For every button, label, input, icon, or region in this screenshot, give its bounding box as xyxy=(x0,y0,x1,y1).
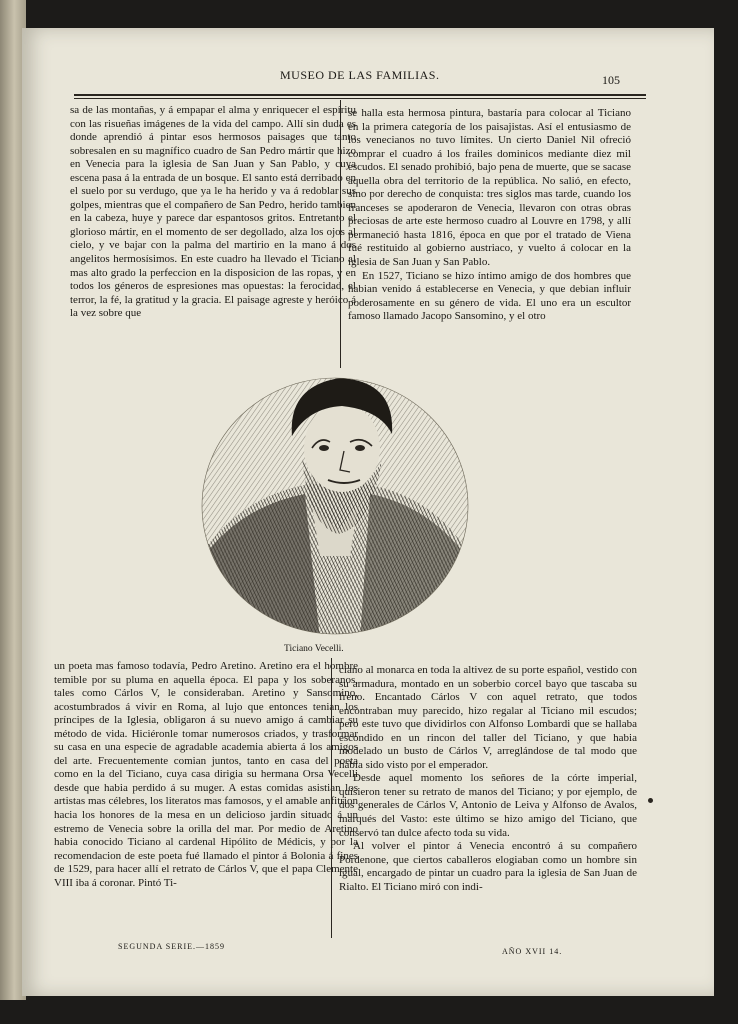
paragraph: se halla esta hermosa pintura, bastaría para colocar al Ticiano en la primera categoría de los paisajistas. Así el entusiasmo de los venecianos no tuvo límites. Un cierto Daniel Nil ofreció comprar el cuadro á los frailes dominicos mediante diez mil escudos. El senado prohibió, bajo pena de muerte, que se sacase aquella obra del territorio de la república. No salió, en efecto, sino por derecho de conquista: tres siglos mas tarde, cuando los franceses se apoderaron de Venecia, llevaron con otras obras preciosas de arte este hermoso cuadro al Louvre en 1798, y allí permaneció hasta 1816, época en que por el tratado de Viena fué restituido al gobierno austriaco, y vuelto á colocar en la iglesia de San Juan y San Pablo. xyxy=(348,107,631,269)
portrait-caption: Ticiano Vecelli. xyxy=(284,644,344,654)
top-left-column xyxy=(70,104,356,321)
header-rule-thin xyxy=(74,98,646,99)
running-header: MUSEO DE LAS FAMILIAS. xyxy=(280,68,440,82)
paragraph: un poeta mas famoso todavía, Pedro Aretino. Aretino era el hombre temible por su pluma en aquella época. El papa y los soberanos, tales como Cárlos V, le consideraban. Aretino y Sansomino, acostumbrados á vivir en Roma, al lujo que entonces tenian los príncipes de la Iglesia, obligaron á su nuevo amigo á cambiar su método de vida. Hiciéronle tomar numerosos criados, y trasformar su casa en una especie de agradable academia abierta á los amigos del arte. Frecuentemente comian juntos, tanto en casa del poeta como en la del Ticiano, cuya casa dirigia su hermana Orsa Vecelli desde que habia perdido á su muger. A estas comidas asistian los artistas mas célebres, los literatos mas famosos, y el amable anfitrion hacia los honores de la mesa en un delicioso jardin situado á un estremo de Venecia sobre la orilla del mar. Por medio de Aretino habia conocido Ticiano al cardenal Hipólito de Médicis, y por la recomendacion de este poeta fué llamado el pintor á Bolonia á fines de 1529, para hacer allí el retrato de Cárlos V, que el papa Clemente VIII iba á coronar. Pintó Ti- xyxy=(54,660,358,889)
paragraph: Al volver el pintor á Venecia encontró á su compañero Pordenone, que ciertos caballeros elogiaban como un hombre sin igual, encargado de pintar un cuadro para la iglesia de San Juan de Rialto. El Ticiano miró con indi- xyxy=(339,840,637,893)
paragraph: En 1527, Ticiano se hizo íntimo amigo de dos hombres que habian venido á establecerse en Venecia, y que debian influir poderosamente en su género de vida. El uno era un escultor famoso llamado Jacopo Sansomino, y el otro xyxy=(348,269,631,323)
paragraph: sa de las montañas, y á empapar el alma y enriquecer el espíritu con las risueñas imágenes de la vida del campo. Allí sin duda es donde aprendió á pintar esos hermosos paisages que tanto sobresalen en su magnífico cuadro de San Pedro mártir que hizo en Venecia para la iglesia de San Juan y San Pablo, y cuya escena pasa á la entrada de un bosque. El santo está derribado en el suelo por su verdugo, que ya le ha herido y va á redoblar sus golpes, mientras que el compañero de San Pedro, herido tambien en la cabeza, huye y parece dar espantosos gritos. Entretanto el glorioso mártir, en el momento de ser degollado, alza los ojos al cielo, y ve bajar con la palma del martirio en la mano á dos angelitos hermosísimos. En este cuadro ha llevado el Ticiano al mas alto grado la perfeccion en la disposicion de las ropas, y en todos los géneros de espresiones mas opuestas: la ferocidad, el terror, la fé, la gratitud y la gracia. El paisage agreste y heróico á la vez sobre que xyxy=(70,104,356,320)
bottom-left-column xyxy=(54,660,358,890)
column-divider xyxy=(340,100,341,368)
page-number: 105 xyxy=(602,73,620,87)
paragraph: Desde aquel momento los señores de la córte imperial, quisieron tener su retrato de manos del Ticiano; y por ejemplo, de dos generales de Cárlos V, Antonio de Leiva y Alfonso de Avalos, marqués del Vasto: este último se hizo amigo del Ticiano, que conservó tan dulce afecto toda su vida. xyxy=(339,772,637,839)
footer-volume: AÑO XVII 14. xyxy=(502,947,563,956)
header-rule xyxy=(74,94,646,96)
page xyxy=(22,28,714,996)
titian-portrait-engraving xyxy=(200,356,470,640)
top-right-column xyxy=(348,107,631,324)
ink-spot xyxy=(648,798,653,803)
footer-series: SEGUNDA SERIE.—1859 xyxy=(118,942,226,951)
column-divider xyxy=(331,658,332,938)
paragraph: ciano al monarca en toda la altivez de su porte español, vestido con su armadura, montado en un soberbio corcel bayo que tascaba su freno. Encantado Cárlos V con aquel retrato, que todos encontraban muy parecido, hizo regalar al Ticiano mil escudos; pero este tuvo que dividirlos con Alfonso Lombardi que se hallaba escondido en un rincon del taller del Ticiano, y que habia modelado un busto de Cárlos V, arreglándose de tal modo que habia sido visto por el emperador. xyxy=(339,664,637,771)
bottom-right-column xyxy=(339,664,637,894)
